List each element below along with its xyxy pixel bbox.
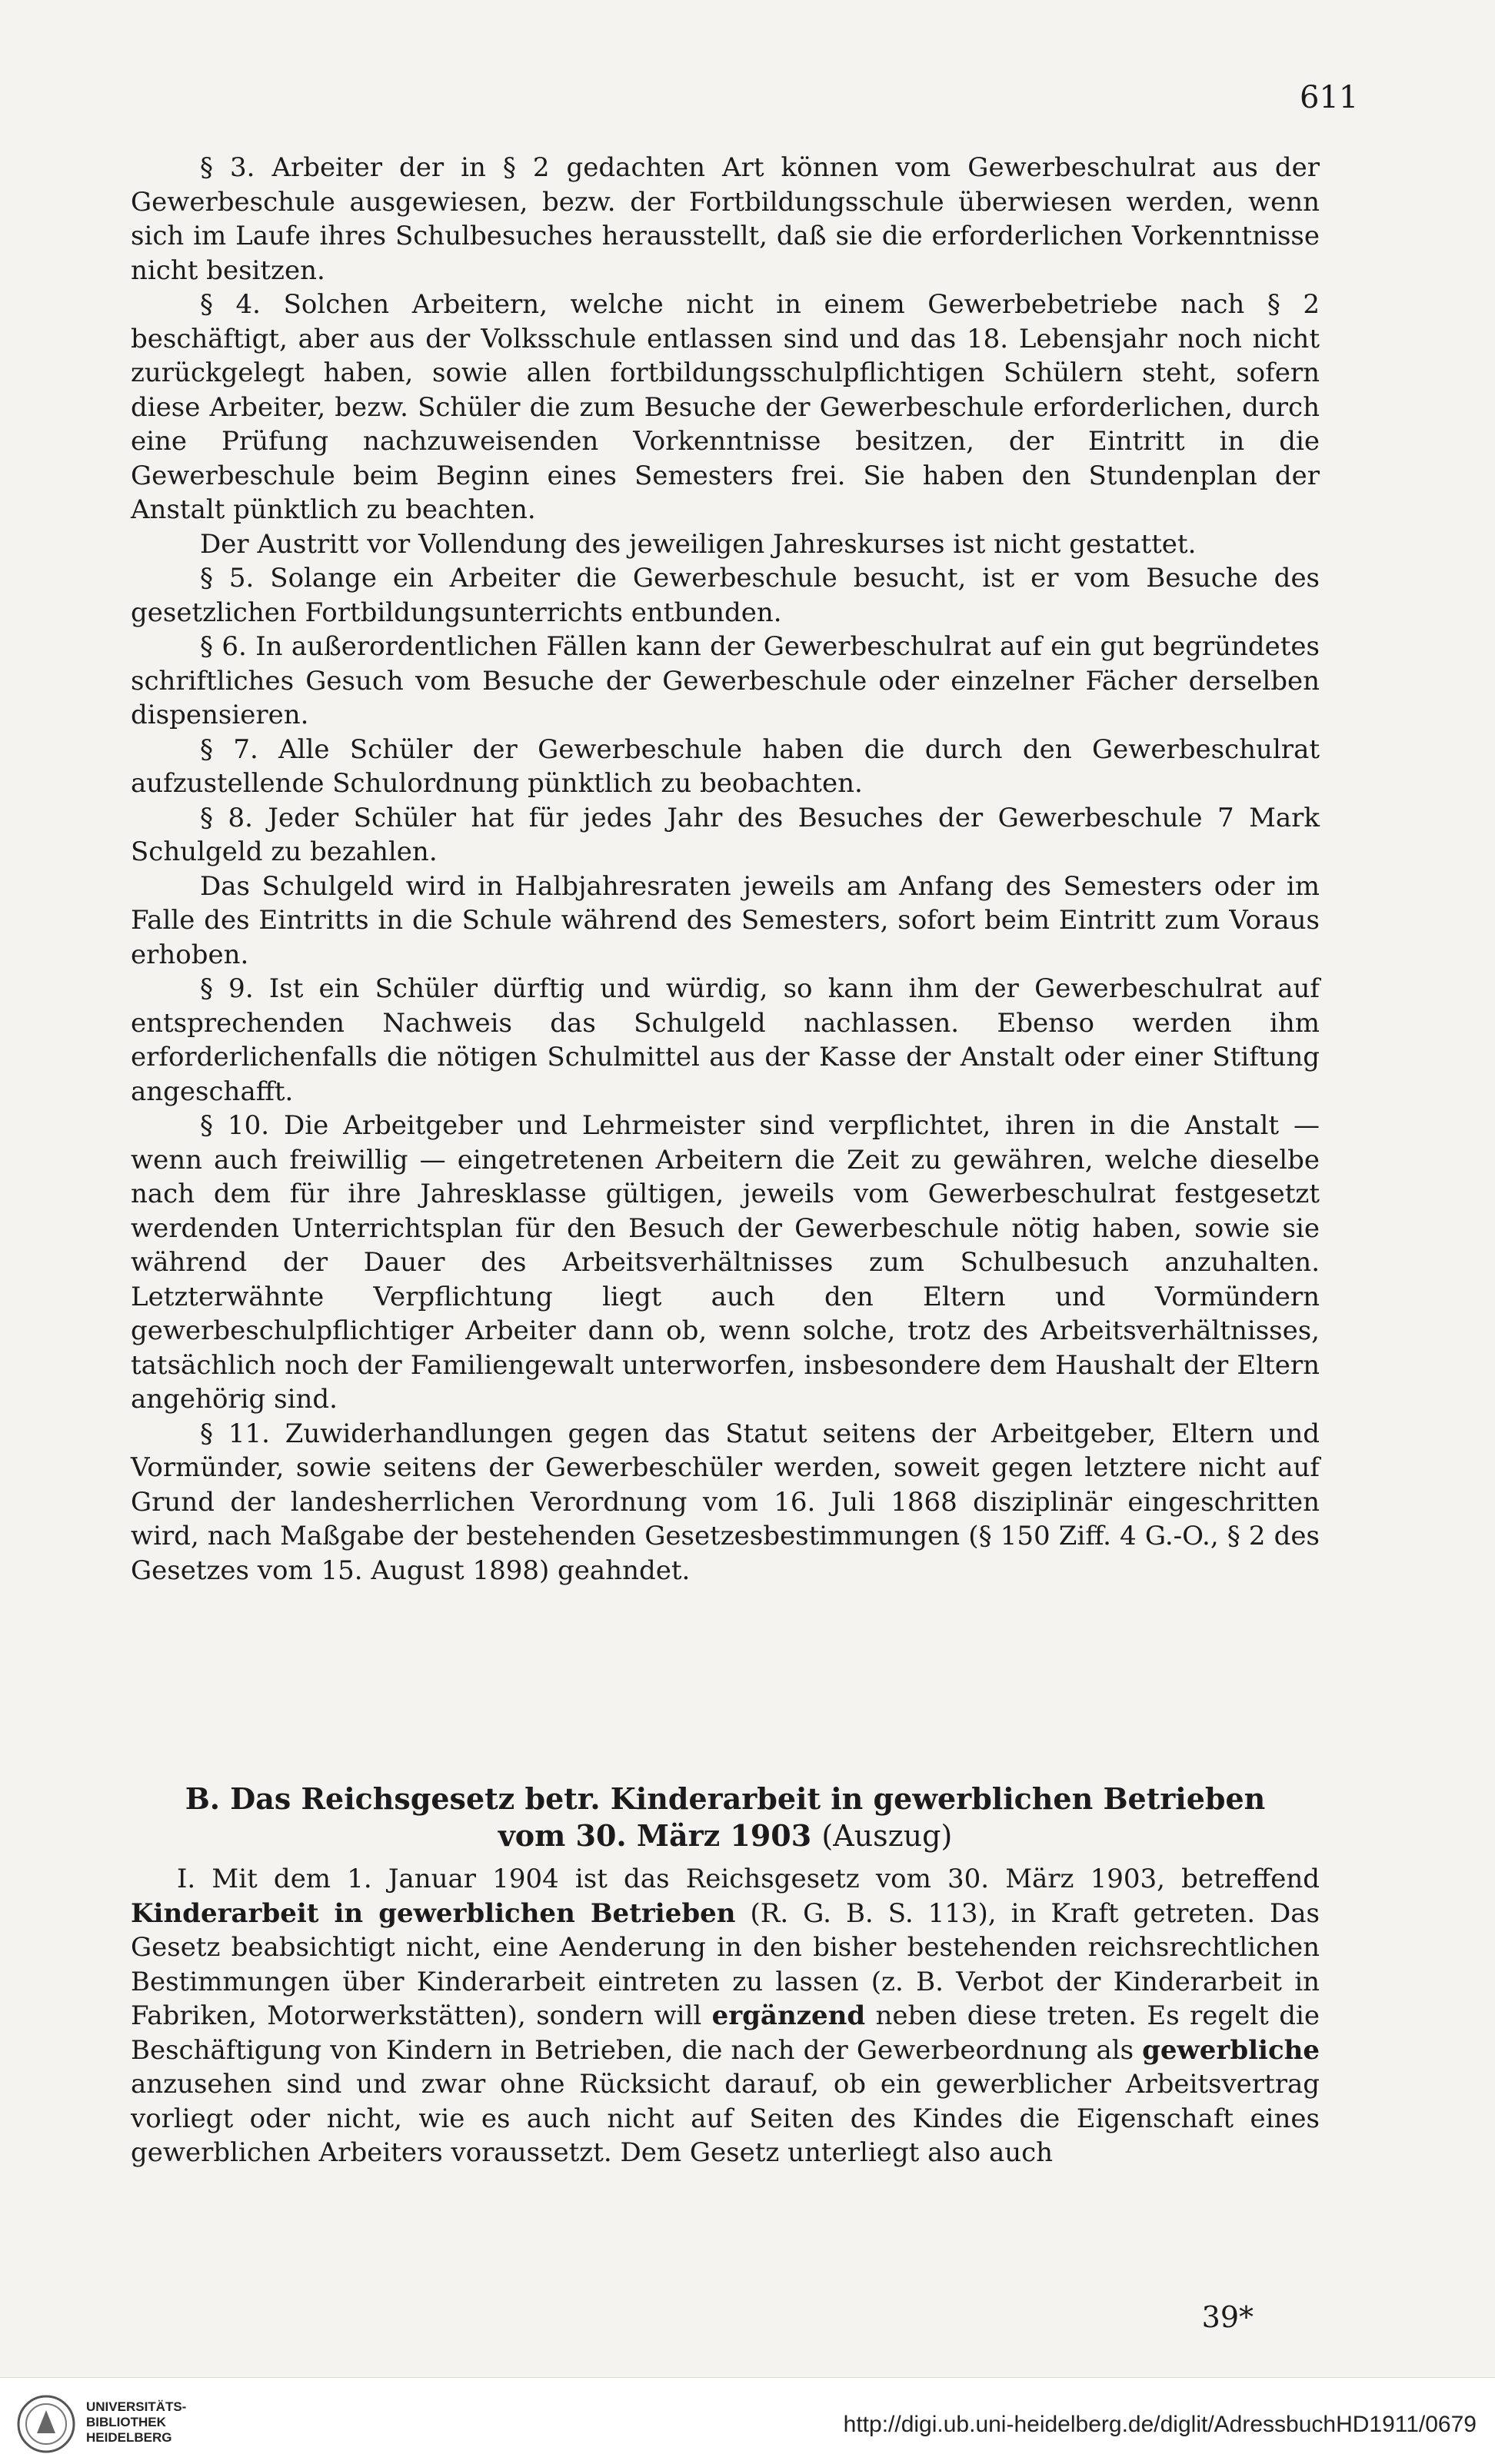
library-name-line: HEIDELBERG: [86, 2430, 172, 2445]
text-run: anzusehen sind und zwar ohne Rücksicht darauf, ob ein gewerblicher Arbeitsvertrag vorliegt oder nicht, wie es auch nicht auf Seiten des Kindes die Eigenschaft eines gewerblichen Arbeiters voraussetzt. Dem Gesetz unterliegt also auch: [131, 2069, 1320, 2168]
university-seal-icon: [15, 2393, 77, 2455]
library-name-line: BIBLIOTHEK: [86, 2415, 166, 2429]
section-label: § 9.: [200, 973, 254, 1004]
section-text: Jeder Schüler hat für jedes Jahr des Besuches der Gewerbeschule 7 Mark Schulgeld zu bezahlen.: [131, 802, 1320, 867]
section-b-body: [131, 1862, 1320, 2170]
section-text: Alle Schüler der Gewerbeschule haben die durch den Gewerbeschulrat aufzustellende Schulordnung pünktlich zu beobachten.: [131, 733, 1320, 799]
section-b-subtitle: (Auszug): [821, 1819, 953, 1853]
section-text: Der Austritt vor Vollendung des jeweiligen Jahreskurses ist nicht gestattet.: [200, 528, 1197, 560]
section-text: Ist ein Schüler dürftig und würdig, so kann ihm der Gewerbeschulrat auf entsprechenden Nachweis das Schulgeld nachlassen. Ebenso werden ihm erforderlichenfalls die nötigen Schulmittel aus der Kasse der Anstalt oder einer Stiftung angeschafft.: [131, 973, 1320, 1107]
section-text: Solange ein Arbeiter die Gewerbeschule besucht, ist er vom Besuche des gesetzlichen Fortbildungsunterrichts entbunden.: [131, 563, 1320, 628]
paragraph-11: [131, 1417, 1320, 1588]
paragraph-7: [131, 733, 1320, 801]
paragraph-6: [131, 630, 1320, 733]
section-text: In außerordentlichen Fällen kann der Gewerbeschulrat auf ein gut begründetes schriftliches Gesuch vom Besuche der Gewerbeschule oder einzelner Fächer derselben dispensieren.: [131, 631, 1320, 730]
text-run: (R. G. B. S. 113), in Kraft getreten. Das Gesetz beabsichtigt nicht, eine Aenderung in den bisher bestehenden reichsrechtlichen Bestimmungen über Kinderarbeit eintreten zu lassen (z. B. Verbot der Kinderarbeit in Fabriken, Motorwerkstätten), sondern will: [131, 1897, 1320, 2031]
section-text: Solchen Arbeitern, welche nicht in einem Gewerbebetriebe nach § 2 beschäftigt, aber aus der Volksschule entlassen sind und das 18. Lebensjahr noch nicht zurückgelegt haben, sowie allen fortbildungsschulpflichtigen Schülern steht, sofern diese Arbeiter, bezw. Schüler die zum Besuche der Gewerbeschule erforderlichen, durch eine Prüfung nachzuweisenden Vorkenntnisse besitzen, der Eintritt in die Gewerbeschule beim Beginn eines Semesters frei. Sie haben den Stundenplan der Anstalt pünktlich zu beachten.: [131, 289, 1320, 525]
section-label: § 7.: [200, 733, 258, 765]
section-text: Die Arbeitgeber und Lehrmeister sind verpflichtet, ihren in die Anstalt — wenn auch freiwillig — eingetretenen Arbeitern die Zeit zu gewähren, welche dieselbe nach dem für ihre Jahresklasse gültigen, jeweils vom Gewerbeschulrat festgesetzt werdenden Unterrichtsplan für den Besuch der Gewerbeschule nötig haben, sowie sie während der Dauer des Arbeitsverhältnisses zum Schulbesuch anzuhalten. Letzterwähnte Verpflichtung liegt auch den Eltern und Vormündern gewerbeschulpflichtiger Arbeiter dann ob, wenn solche, trotz des Arbeitsverhältnisses, tatsächlich noch der Familiengewalt unterworfen, insbesondere dem Haushalt der Eltern angehörig sind.: [131, 1110, 1320, 1415]
section-text: Zuwiderhandlungen gegen das Statut seitens der Arbeitgeber, Eltern und Vormünder, sowie seitens der Gewerbeschüler werden, soweit gegen letztere nicht auf Grund der landesherrlichen Verordnung vom 16. Juli 1868 disziplinär eingeschritten wird, nach Maßgabe der bestehenden Gesetzesbestimmungen (§ 150 Ziff. 4 G.-O., § 2 des Gesetzes vom 15. August 1898) geahndet.: [131, 1418, 1320, 1586]
text-run: I. Mit dem 1. Januar 1904 ist das Reichsgesetz vom 30. März 1903, betreffend: [177, 1864, 1320, 1894]
paragraph-9: [131, 972, 1320, 1109]
paragraph-8-continued: [131, 870, 1320, 973]
statute-text: [131, 151, 1320, 1588]
section-b-paragraph-1: [131, 1862, 1320, 2170]
paragraph-8: [131, 801, 1320, 870]
section-text: Das Schulgeld wird in Halbjahresraten jeweils am Anfang des Semesters oder im Falle des Eintritts in die Schule während des Semesters, sofort beim Eintritt zum Voraus erhoben.: [131, 870, 1320, 970]
library-name: [86, 2399, 186, 2446]
section-label: § 10.: [200, 1110, 270, 1141]
text-run: neben diese treten. Es regelt die Beschäftigung von Kindern in Betrieben, die nach der Gewerbeordnung als: [131, 2000, 1320, 2066]
emphasis-text: ergänzend: [711, 2000, 866, 2031]
section-label: § 6.: [200, 631, 247, 662]
signature-mark: 39*: [1201, 2300, 1254, 2334]
section-b-heading: [131, 1781, 1320, 1854]
section-b-title-line2: [131, 1817, 1320, 1854]
section-text: Arbeiter der in § 2 gedachten Art können vom Gewerbeschulrat aus der Gewerbeschule ausgewiesen, bezw. der Fortbildungsschule überwiesen werden, wenn sich im Laufe ihres Schulbesuches herausstellt, daß sie die erforderlichen Vorkenntnisse nicht besitzen.: [131, 152, 1320, 286]
source-url-link[interactable]: http://digi.ub.uni-heidelberg.de/diglit/AdressbuchHD1911/0679: [843, 2412, 1477, 2437]
emphasis-text: Kinderarbeit in gewerblichen Betrieben: [131, 1897, 736, 1929]
paragraph-4-continued: [131, 527, 1320, 562]
section-b-date: vom 30. März 1903: [498, 1818, 812, 1853]
paragraph-3: [131, 151, 1320, 288]
section-label: § 8.: [200, 802, 253, 833]
section-label: § 4.: [200, 289, 261, 320]
section-label: § 11.: [200, 1418, 270, 1449]
section-label: § 3.: [200, 152, 255, 183]
footer-bar: [0, 2377, 1495, 2464]
library-name-line: UNIVERSITÄTS-: [86, 2399, 187, 2414]
paragraph-4: [131, 288, 1320, 527]
paragraph-10: [131, 1109, 1320, 1417]
paragraph-5: [131, 561, 1320, 630]
emphasis-text: gewerbliche: [1142, 2034, 1320, 2066]
page-number: 611: [1300, 80, 1359, 115]
section-b-title: B. Das Reichsgesetz betr. Kinderarbeit in gewerblichen Betrieben: [185, 1781, 1266, 1816]
section-label: § 5.: [200, 563, 255, 594]
